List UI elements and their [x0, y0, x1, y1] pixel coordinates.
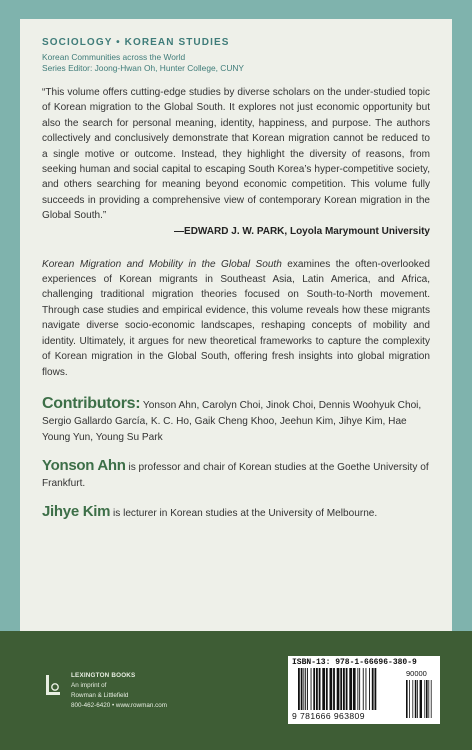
publisher-parent: Rowman & Littlefield — [71, 692, 129, 699]
addon-number: 90000 — [406, 669, 427, 678]
isbn-barcode — [288, 656, 440, 724]
endorsement-attribution: —EDWARD J. W. PARK, Loyola Marymount University — [174, 225, 430, 237]
back-cover-text-panel — [20, 19, 452, 631]
publisher-imprint: An imprint of — [71, 682, 107, 689]
book-title: Korean Migration and Mobility in the Global South — [42, 258, 282, 270]
contributors-names: Yonson Ahn, Carolyn Choi, Jinok Choi, Dennis Woohyuk Choi, Sergio Gallardo García, K. C. Ho, Gaik Cheng Khoo, Jeehun Kim, Jihye Kim, Hae Young Yun, Young Su Park — [42, 399, 422, 443]
series-title: Korean Communities across the World — [42, 52, 186, 62]
contributors-section — [42, 396, 430, 446]
publisher-contact: 800-462-6420 • www.rowman.com — [71, 702, 168, 709]
isbn-number: ISBN-13: 978-1-66696-380-9 — [292, 658, 417, 667]
editor-bio: is professor and chair of Korean studies at the Goethe University of Frankfurt. — [42, 461, 429, 489]
endorsement-quote: “This volume offers cutting-edge studies by diverse scholars on the under-studied topic of Korean migration to the Global South. It explores not just economic opportunity but also the search for personal meaning, identity, happiness, and purpose. The authors collectively and conclusively demonstrate that Korean migration cannot be reduced to a single motive or outcome. Instead, they highlight the diversity of reasons, from seeking human and social capital to escaping South Korea’s hyper-competitive society, and others searching for meaning beyond economic competition. This volume fully succeeds in providing a comprehensive view of contemporary Korean migration in the Global South.” — [42, 87, 430, 222]
editor-name: Jihye Kim — [42, 502, 111, 520]
description-text: examines the often-overlooked experiences of Korean migrants in Southeast Asia, Latin America, and Africa, challenging traditional migration theories focused on South-to-North movement. Through case studies and empirical evidence, this volume reveals how these migrants navigate diverse socio-economic landscapes, reshaping concepts of mobility and identity. Ultimately, it argues for new theoretical frameworks to capture the complexity of Korean migration in the Global South, offering fresh insights into global migration flows. — [42, 258, 430, 378]
ean-number: 9 781666 963809 — [292, 711, 365, 721]
series-info — [42, 52, 430, 74]
lexington-logo-icon — [46, 675, 60, 695]
editor-bio-1 — [42, 458, 430, 492]
book-description — [42, 257, 430, 380]
editor-bio: is lecturer in Korean studies at the University of Melbourne. — [110, 507, 378, 519]
category-label: SOCIOLOGY • KOREAN STUDIES — [42, 37, 230, 48]
publisher-info — [71, 671, 167, 711]
contributors-heading: Contributors: — [42, 394, 141, 412]
publisher-name: LEXINGTON BOOKS — [71, 672, 136, 679]
footer-band — [0, 631, 472, 750]
series-editor: Series Editor: Joong-Hwan Oh, Hunter College, CUNY — [42, 63, 245, 73]
editor-name: Yonson Ahn — [42, 456, 126, 474]
editor-bio-2 — [42, 504, 430, 522]
